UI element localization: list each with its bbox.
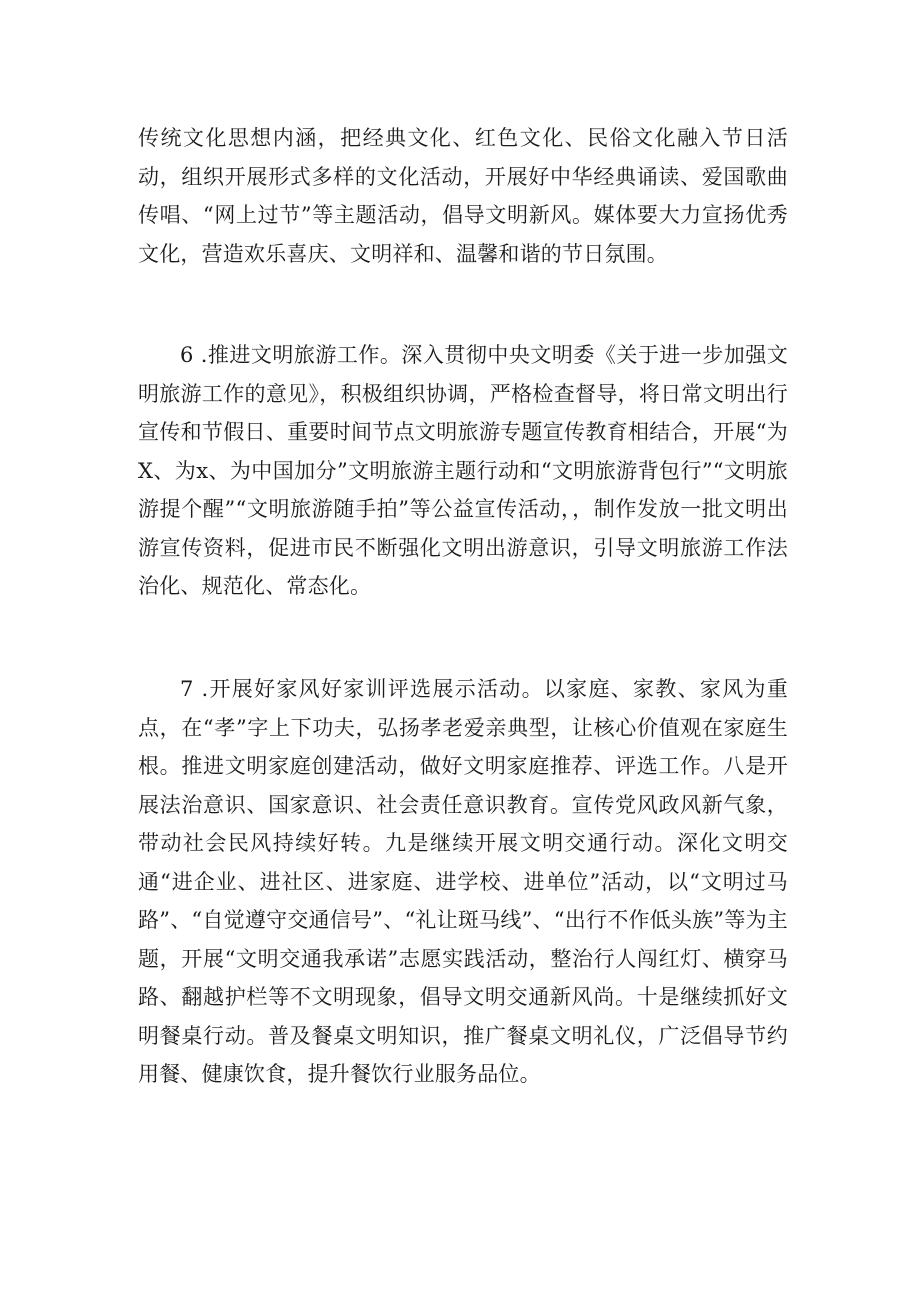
paragraph-civilized-tourism: 6 .推进文明旅游工作。深入贯彻中央文明委《关于进一步加强文明旅游工作的意见》，积极组织协调，严格检查督导，将日常文明出行宣传和节假日、重要时间节点文明旅游专题宣传教育相结合，开展“为X、为x、为中国加分”文明旅游主题行动和“文明旅游背包行”“文明旅游提个醒”“文明旅游随手拍”等公益宣传活动，，制作发放一批文明出游宣传资料，促进市民不断强化文明出游意识，引导文明旅游工作法治化、规范化、常态化。 <box>138 343 788 598</box>
paragraph-family-values: 7 .开展好家风好家训评选展示活动。以家庭、家教、家风为重点，在“孝”字上下功夫，弘扬孝老爱亲典型，让核心价值观在家庭生根。推进文明家庭创建活动，做好文明家庭推荐、评选工作。八是开展法治意识、国家意识、社会责任意识教育。宣传党风政风新气象，带动社会民风持续好转。九是继续开展文明交通行动。深化文明交通“进企业、进社区、进家庭、进学校、进单位”活动，以“文明过马路”、“自觉遵守交通信号”、“礼让斑马线”、“出行不作低头族”等为主题，开展“文明交通我承诺”志愿实践活动，整治行人闯红灯、横穿马路、翻越护栏等不文明现象，倡导文明交通新风尚。十是继续抓好文明餐桌行动。普及餐桌文明知识，推广餐桌文明礼仪，广泛倡导节约用餐、健康饮食，提升餐饮行业服务品位。 <box>138 677 788 1086</box>
paragraph-traditional-culture: 传统文化思想内涵，把经典文化、红色文化、民俗文化融入节日活动，组织开展形式多样的文化活动，开展好中华经典诵读、爱国歌曲传唱、“网上过节”等主题活动，倡导文明新风。媒体要大力宣扬优秀文化，营造欢乐喜庆、文明祥和、温馨和谐的节日氛围。 <box>138 126 788 266</box>
